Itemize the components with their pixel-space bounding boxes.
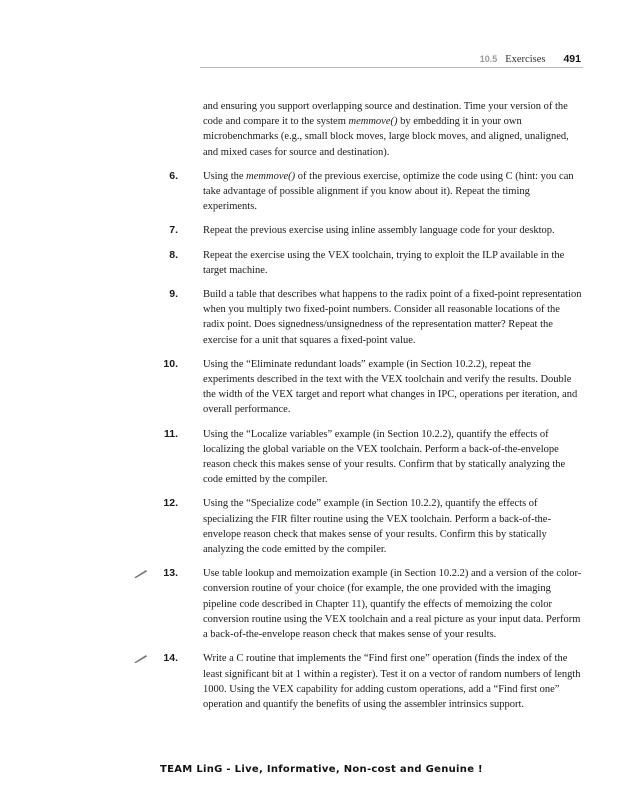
exercise-text: Using the “Localize variables” example (in Section 10.2.2), quantify the effects of localizing the global variable on the VEX toolchain. Perform a back-of-the-envelope reason check this makes sense of your results. Confirm that by statically analyzing the code emitted by the compiler. [203, 428, 566, 486]
exercise-number: 11. [163, 427, 178, 440]
exercise-number: 14. [163, 652, 178, 665]
exercise-14 [0, 651, 635, 712]
exercise-13 [0, 566, 635, 642]
header-title: Exercises [505, 54, 546, 65]
code-term: memmove() [246, 170, 296, 182]
header-section-number: 10.5 [479, 54, 498, 64]
exercise-text: Build a table that describes what happens to the radix point of a fixed-point representation when you multiply two fixed-point numbers. Consider all reasonable locations of the radix point. Does signedness/unsignedness of the representation matter? Repeat the exercise for a unit that squares a fixed-point value. [203, 289, 582, 346]
exercise-number: 6. [169, 169, 178, 182]
exercise-number: 8. [169, 248, 178, 261]
exercise-6 [0, 169, 635, 215]
exercise-text: Use table lookup and memoization example (in Section 10.2.2) and a version of the color- conversion routine of your choice (for example, the one provided with the imaging pipeline code described in Chapter 11), quantify the effects of memoizing the color conversion routine using the VEX toolchain and a real picture as your input data. Perform a back-of-the-envelope reason check that makes sense of your results. [203, 568, 582, 641]
exercise-number: 12. [163, 497, 178, 510]
exercise-text: Repeat the exercise using the VEX toolchain, trying to exploit the ILP available in the target machine. [203, 249, 565, 276]
header-rule [200, 67, 583, 68]
exercise-number: 10. [163, 357, 178, 370]
exercise-number: 13. [163, 567, 178, 580]
exercise-number: 9. [169, 288, 178, 301]
footer-banner: TEAM LinG - Live, Informative, Non-cost and Genuine ! [160, 764, 483, 775]
exercise-8 [0, 248, 635, 278]
page-number: 491 [563, 53, 581, 65]
exercise-text-part: Using the [203, 170, 247, 182]
exercise-number: 7. [169, 224, 178, 237]
continuation-paragraph [203, 99, 583, 160]
exercise-text: Using the “Specialize code” example (in Section 10.2.2), quantify the effects of specializing the FIR filter routine using the VEX toolchain. Perform a back-of-the-envelope reason check that makes sense of your results. Confirm this by statically analyzing the code emitted by the compiler. [203, 498, 551, 556]
exercise-text: Write a C routine that implements the “Find first one” operation (finds the index of the least significant bit at 1 within a register). Test it on a vector of random numbers of length 1000. Using the VEX capability for adding custom operations, add a “Find first one” operation and quantify the benefits of using the assembler intrinsics support. [203, 653, 581, 710]
exercise-text [203, 169, 583, 215]
continuation-text: and ensuring you support overlapping source and destination. Time your version of the code and compare it to the system [203, 101, 568, 128]
exercise-9 [0, 287, 635, 348]
exercise-list [0, 99, 635, 721]
continuation-text: by embedding it in your own microbenchmarks (e.g., small block moves, large block moves, and aligned, unaligned, and mixed cases for source and destination). [203, 116, 569, 158]
exercise-11 [0, 427, 635, 488]
exercise-text: Repeat the previous exercise using inline assembly language code for your desktop. [203, 225, 555, 237]
exercise-text: Using the “Eliminate redundant loads” example (in Section 10.2.2), repeat the experiments described in the text with the VEX toolchain and verify the results. Double the width of the VEX target and report what changes in IPC, operations per iteration, and overall performance. [203, 358, 578, 416]
code-term: memmove() [348, 116, 398, 128]
exercise-12 [0, 496, 635, 557]
exercise-7 [0, 223, 635, 238]
running-header [480, 53, 581, 65]
exercise-text-part: of the previous exercise, optimize the code using C (hint: you can take advantage of possible alignment if you know about it). Repeat the timing experiments. [203, 170, 574, 213]
exercise-10 [0, 357, 635, 418]
